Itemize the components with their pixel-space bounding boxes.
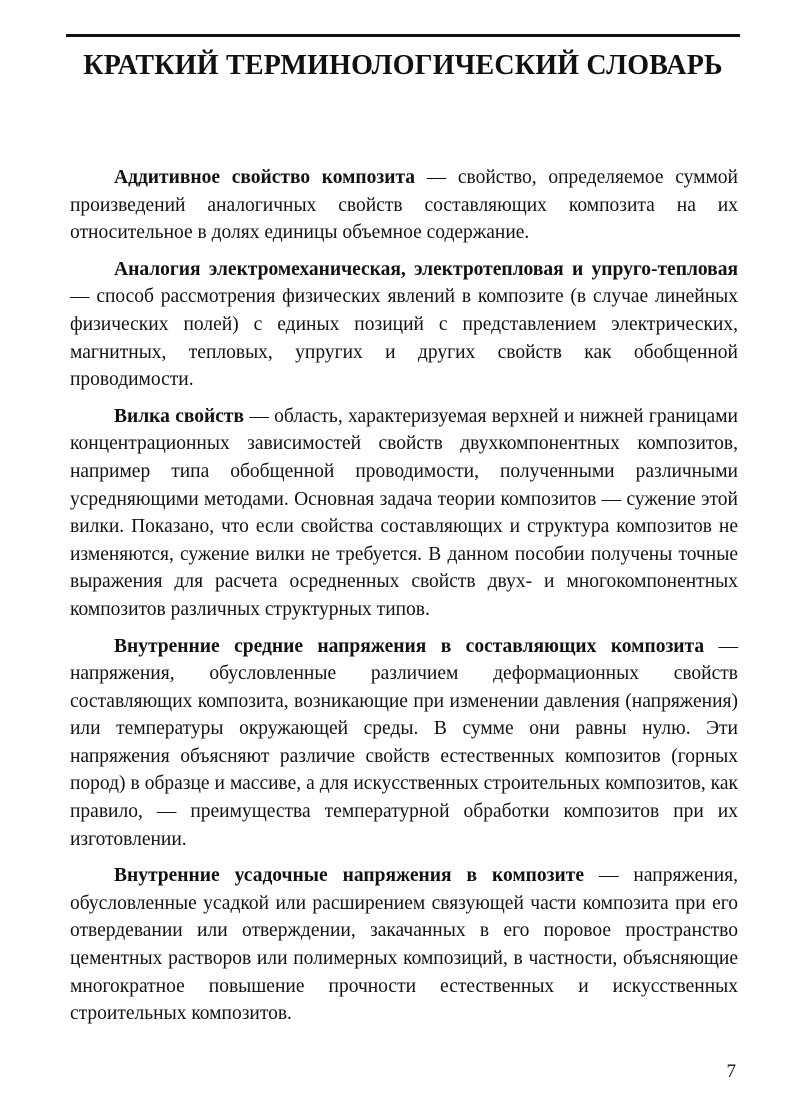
glossary-definition: — напряжения, обусловленные усадкой или расширением связующей части композита при его отвердевании или отверждении, закачанных в его поровое пространство цементных растворов или полимерных композиций, в частности, объясняющие многократное повышение прочности естественных и искусственных строительных композитов. <box>70 865 738 1025</box>
page-heading: КРАТКИЙ ТЕРМИНОЛОГИЧЕСКИЙ СЛОВАРЬ <box>83 50 723 81</box>
glossary-definition: — напряжения, обусловленные различием деформационных свойств составляющих композита, возникающие при изменении давления (напряжения) или температуры окружающей среды. В сумме они равны нулю. Эти напряжения объясняют различие свойств естественных композитов (горных пород) в образце и массиве, а для искусственных строительных композитов, как правило, — преимущества температурной обработки композитов при их изготовлении. <box>70 635 738 850</box>
glossary-entry <box>70 403 738 624</box>
glossary-definition: — свойство, определяемое суммой произведений аналогичных свойств составляющих композита на их относительное в долях единицы объемное содержание. <box>70 167 738 244</box>
glossary-term: Внутренние усадочные напряжения в композите <box>114 865 584 887</box>
glossary-body <box>70 164 738 1037</box>
glossary-definition: — область, характеризуемая верхней и нижней границами концентрационных зависимостей свойств двухкомпонентных композитов, например типа обобщенной проводимости, полученными различными усредняющими методами. Основная задача теории композитов — сужение этой вилки. Показано, что если свойства составляющих и структура композитов не изменяются, сужение вилки не требуется. В данном пособии получены точные выражения для расчета осредненных свойств двух- и многокомпонентных композитов различных структурных типов. <box>70 405 738 620</box>
glossary-term: Аддитивное свойство композита <box>114 167 416 188</box>
glossary-term: Вилка свойств <box>114 405 245 427</box>
top-rule <box>66 34 740 37</box>
glossary-entry <box>70 862 738 1028</box>
glossary-entry <box>70 633 738 854</box>
glossary-entry <box>70 164 738 247</box>
glossary-entry <box>70 256 738 394</box>
glossary-definition: — способ рассмотрения физических явлений в композите (в случае линейных физических полей) с единых позиций с представлением электрических, магнитных, тепловых, упругих и других свойств как обобщенной проводимости. <box>70 286 738 391</box>
page-number: 7 <box>726 1061 736 1082</box>
glossary-term: Внутренние средние напряжения в составляющих композита <box>114 635 705 657</box>
glossary-term: Аналогия электромеханическая, электротепловая и упруго-тепловая <box>114 258 738 280</box>
